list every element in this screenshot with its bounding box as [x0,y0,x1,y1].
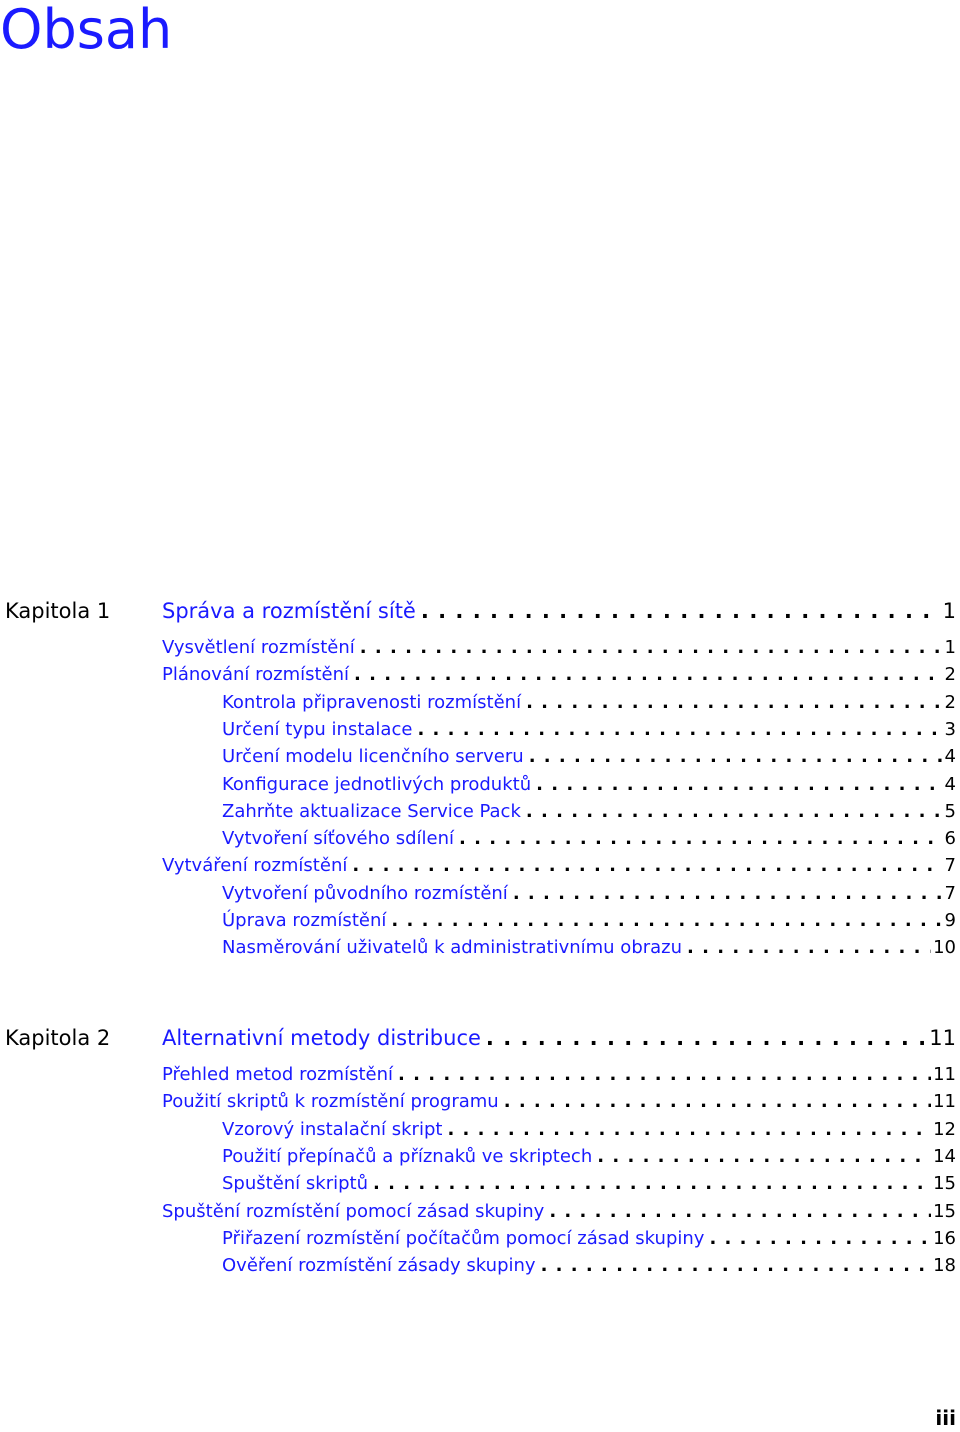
toc-entry-title[interactable]: Vytváření rozmístění [162,855,348,876]
toc-entry-title[interactable]: Konfigurace jednotlivých produktů [222,774,532,795]
toc-entry-title[interactable]: Vzorový instalační skript [222,1119,443,1140]
toc-entry-title[interactable]: Použití přepínačů a příznaků ve skriptech [222,1146,593,1167]
toc-entry[interactable] [222,1170,956,1198]
toc-entry[interactable] [222,798,956,826]
dot-leader [368,1170,931,1198]
dot-leader [682,934,931,962]
toc-entry[interactable] [222,1116,956,1144]
dot-leader [521,689,942,717]
dot-leader [544,1198,931,1226]
toc-page-number: 2 [944,664,956,685]
toc-entry-title[interactable]: Určení modelu licenčního serveru [222,746,524,767]
toc-entry-title[interactable]: Kontrola připravenosti rozmístění [222,692,522,713]
toc-page-number: 11 [933,1091,956,1112]
dot-leader [442,1116,931,1144]
toc-page-number: 14 [933,1146,956,1167]
dot-leader [349,661,943,689]
toc-page-number: 1 [942,599,956,623]
toc-entry[interactable] [222,689,956,717]
dot-leader [412,716,942,744]
toc-page-number: 16 [933,1228,956,1249]
toc-entry-title[interactable]: Přehled metod rozmístění [162,1064,393,1085]
toc-page-number: 15 [933,1201,956,1222]
toc-page-number: 5 [944,801,956,822]
toc-entry[interactable] [222,771,956,799]
toc-entry-title[interactable]: Nasměrování uživatelů k administrativnímu obrazu [222,937,683,958]
chapter-label: Kapitola 2 [5,1026,111,1050]
toc-entry[interactable] [162,661,956,689]
dot-leader [355,634,943,662]
toc-entry[interactable] [162,852,956,880]
toc-page-number: 11 [929,1026,956,1050]
toc-entry[interactable] [162,634,956,662]
dot-leader [386,907,942,935]
toc-entry[interactable] [222,1225,956,1253]
toc-entry[interactable] [162,1088,956,1116]
toc-entry[interactable] [222,934,956,962]
dot-leader [508,880,943,908]
dot-leader [347,852,942,880]
toc-entry-title[interactable]: Zahrňte aktualizace Service Pack [222,801,521,822]
chapter-label: Kapitola 1 [5,599,111,623]
toc-page-number: 9 [944,910,956,931]
toc-page-number: 3 [944,719,956,740]
toc-entry-title[interactable]: Určení typu instalace [222,719,413,740]
toc-entry-title[interactable]: Správa a rozmístění sítě [162,599,416,623]
toc-entry-title[interactable]: Spuštění rozmístění pomocí zásad skupiny [162,1201,545,1222]
toc-entry[interactable] [162,1061,956,1089]
dot-leader [521,798,943,826]
dot-leader [416,597,941,625]
toc-entry[interactable] [222,880,956,908]
dot-leader [524,743,943,771]
dot-leader [704,1225,931,1253]
toc-entry-title[interactable]: Ověření rozmístění zásady skupiny [222,1255,536,1276]
toc-entry[interactable] [222,1252,956,1280]
toc-entry-title[interactable]: Přiřazení rozmístění počítačům pomocí zásad skupiny [222,1228,705,1249]
dot-leader [592,1143,931,1171]
toc-entry[interactable] [222,907,956,935]
toc-entry-title[interactable]: Alternativní metody distribuce [162,1026,481,1050]
dot-leader [536,1252,932,1280]
toc-page-number: 12 [933,1119,956,1140]
toc-entry[interactable] [222,716,956,744]
toc-entry-title[interactable]: Použití skriptů k rozmístění programu [162,1091,499,1112]
dot-leader [499,1088,931,1116]
toc-page-number: 6 [944,828,956,849]
toc-page-number: 7 [944,883,956,904]
toc-page-number: 7 [944,855,956,876]
toc-entry-title[interactable]: Vytvoření původního rozmístění [222,883,508,904]
toc-entry-title[interactable]: Plánování rozmístění [162,664,350,685]
toc-page-number: 11 [933,1064,956,1085]
toc-entry[interactable] [222,1143,956,1171]
dot-leader [531,771,942,799]
toc-page-number: 15 [933,1173,956,1194]
toc-entry[interactable] [222,743,956,771]
page-number: iii [935,1406,956,1430]
toc-page-number: 18 [933,1255,956,1276]
toc-entry-title[interactable]: Vysvětlení rozmístění [162,637,355,658]
chapter-title-link[interactable] [162,597,956,625]
dot-leader [454,825,943,853]
toc-page-number: 1 [944,637,956,658]
chapter-title-link[interactable] [162,1024,956,1052]
page-title: Obsah [0,0,173,61]
toc-entry[interactable] [162,1198,956,1226]
dot-leader [393,1061,931,1089]
dot-leader [481,1024,927,1052]
toc-page-number: 4 [944,746,956,767]
toc-page-number: 10 [933,937,956,958]
toc-entry-title[interactable]: Úprava rozmístění [222,910,387,931]
toc-entry-title[interactable]: Spuštění skriptů [222,1173,368,1194]
toc-entry-title[interactable]: Vytvoření síťového sdílení [222,828,455,849]
toc-entry[interactable] [222,825,956,853]
toc-page-number: 4 [944,774,956,795]
toc-page-number: 2 [944,692,956,713]
